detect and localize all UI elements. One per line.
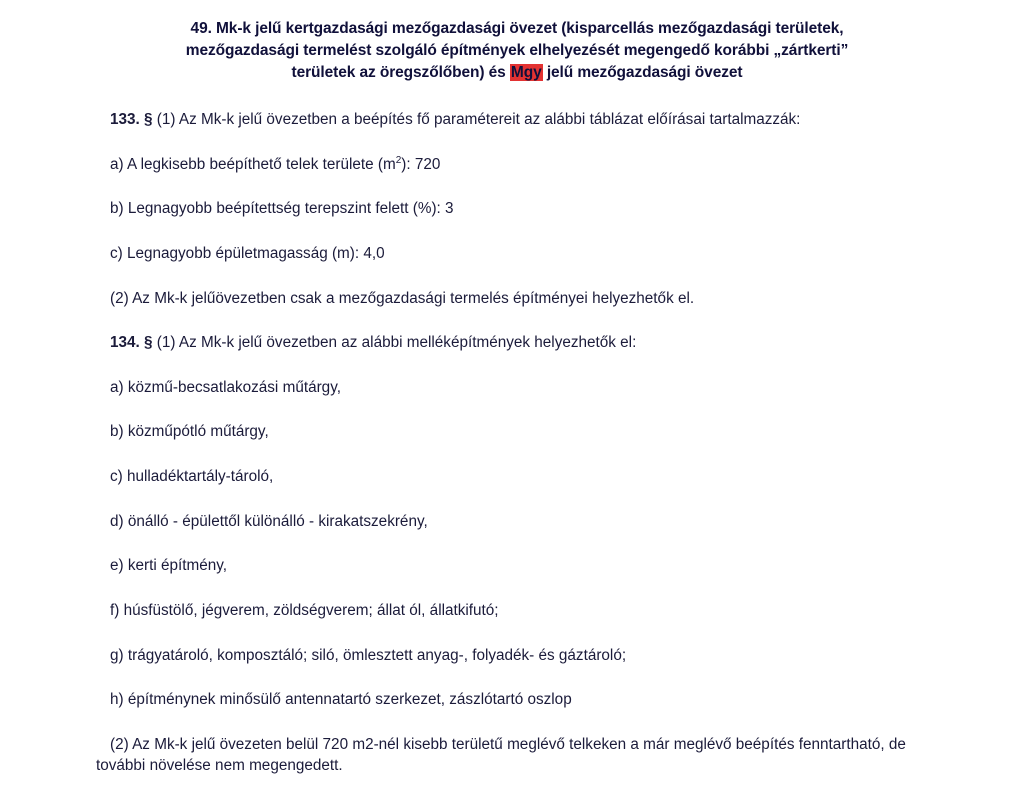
highlighted-term: Mgy — [510, 64, 542, 81]
paragraph-133-1-text: (1) Az Mk-k jelű övezetben a beépítés fő paramétereit az alábbi táblázat előírásai tartalmazzák: — [152, 111, 801, 128]
paragraph-134-d — [96, 512, 938, 533]
page-title — [96, 18, 938, 84]
paragraph-134-g-text: g) trágyatároló, komposztáló; siló, ömlesztett anyag-, folyadék- és gáztároló; — [110, 646, 627, 664]
paragraph-134-c-text: c) hulladéktartály-tároló, — [110, 468, 274, 486]
paragraph-133-a — [96, 155, 938, 176]
paragraph-133-b-text: b) Legnagyobb beépítettség terepszint felett (%): 3 — [110, 200, 454, 218]
paragraph-134-1 — [96, 333, 938, 354]
page-title-line-3: területek az öregszőlőben) és — [291, 64, 510, 81]
page-title-line-2: mezőgazdasági termelést szolgáló építmények elhelyezését megengedő korábbi „zártkerti” — [185, 42, 849, 59]
section-number-133: 133. § — [110, 111, 153, 128]
paragraph-134-b — [96, 422, 938, 443]
paragraph-134-d-text: d) önálló - épülettől különálló - kirakatszekrény, — [110, 512, 428, 530]
paragraph-134-2-text: (2) Az Mk-k jelű övezeten belül 720 m2-nél kisebb területű meglévő telkeken a már meglévő beépítés fenntartható, de további növelése nem megengedett. — [96, 735, 906, 774]
paragraph-134-b-text: b) közműpótló műtárgy, — [110, 423, 269, 441]
paragraph-134-a — [96, 378, 938, 399]
page-title-tail: jelű mezőgazdasági övezet — [542, 64, 743, 81]
paragraph-134-a-text: a) közmű-becsatlakozási műtárgy, — [110, 378, 341, 396]
square-meter-superscript: 2 — [395, 154, 402, 166]
paragraph-133-c-text: c) Legnagyobb épületmagasság (m): 4,0 — [110, 244, 385, 262]
paragraph-133-a-value: ): 720 — [401, 155, 441, 173]
paragraph-133-c — [96, 244, 938, 265]
paragraph-134-e — [96, 556, 938, 577]
paragraph-134-f — [96, 601, 938, 622]
paragraph-134-2 — [96, 735, 938, 776]
paragraph-134-1-text: (1) Az Mk-k jelű övezetben az alábbi melléképítmények helyezhetők el: — [152, 334, 637, 352]
paragraph-134-h — [96, 690, 938, 711]
paragraph-134-g — [96, 646, 938, 667]
paragraph-133-b — [96, 199, 938, 220]
paragraph-133-2-text: (2) Az Mk-k jelűövezetben csak a mezőgazdasági termelés építményei helyezhetők el. — [110, 289, 695, 307]
paragraph-134-f-text: f) húsfüstölő, jégverem, zöldségverem; állat ól, állatkifutó; — [110, 602, 499, 620]
paragraph-133-1 — [96, 110, 938, 131]
paragraph-134-e-text: e) kerti építmény, — [110, 557, 228, 575]
paragraph-133-a-text: a) A legkisebb beépíthető telek területe (m — [110, 155, 396, 173]
paragraph-134-c — [96, 467, 938, 488]
page-title-line-1: 49. Mk-k jelű kertgazdasági mezőgazdasági övezet (kisparcellás mezőgazdasági területek, — [190, 20, 844, 37]
paragraph-133-2 — [96, 289, 938, 310]
section-number-134: 134. § — [110, 334, 153, 352]
paragraph-134-h-text: h) építménynek minősülő antennatartó szerkezet, zászlótartó oszlop — [110, 691, 572, 709]
